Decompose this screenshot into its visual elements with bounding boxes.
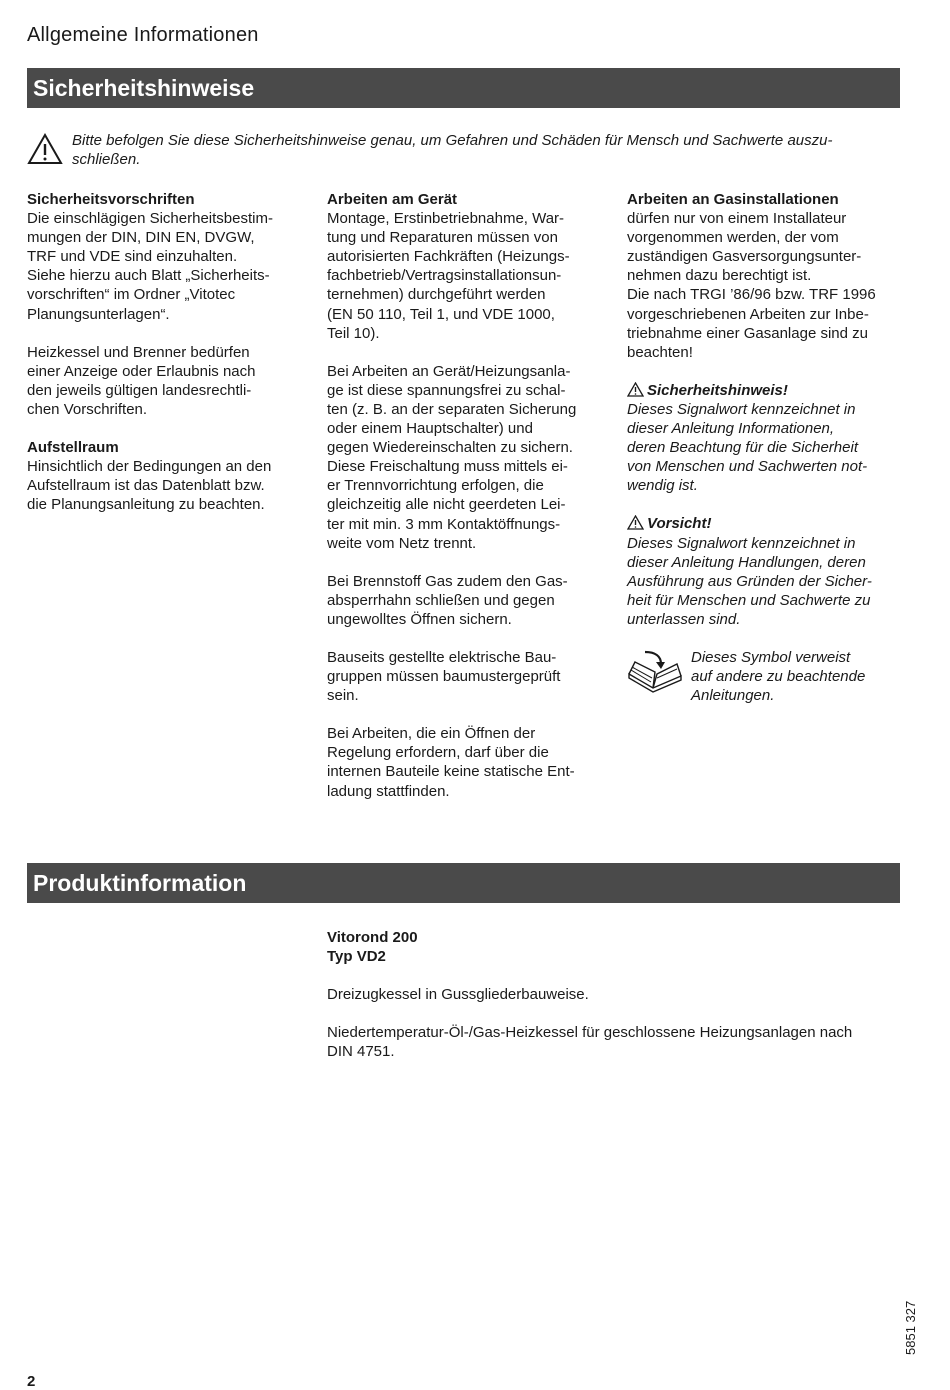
section-heading-safety: Sicherheitshinweise bbox=[27, 68, 900, 108]
signal-word-caution: Vorsicht! Dieses Signalwort kennzeichnet in dieser Anleitung Handlungen, deren Ausführung aus Gründen der Sicher- heit für Menschen und Sachwerte zu unterlassen sind. bbox=[627, 515, 872, 628]
paragraph: Hinsichtlich der Bedingungen an den Aufstellraum ist das Datenblatt bzw. die Planungsanleitung zu beachten. bbox=[27, 458, 272, 514]
heading-gas-installations: Arbeiten an Gasinstallationen bbox=[627, 191, 839, 208]
column-3 bbox=[627, 190, 902, 708]
warning-triangle-icon bbox=[27, 133, 63, 165]
signal-word-safety-note: Sicherheitshinweis! Dieses Signalwort kennzeichnet in dieser Anleitung Informationen, deren Beachtung für die Sicherheit von Menschen und Sachwerten not- wendig ist. bbox=[627, 381, 868, 495]
document-number: 5851 327 bbox=[903, 1300, 918, 1355]
paragraph: dürfen nur von einem Installateur vorgenommen werden, der vom zuständigen Gasversorgungsunter- nehmen dazu berechtigt ist. Die nach TRGI ’86/96 bzw. TRF 1996 vorgeschriebenen Arbeiten zur Inbe- triebnahme einer Gasanlage sind zu beachten! bbox=[627, 210, 876, 361]
heading-installation-room: Aufstellraum bbox=[27, 439, 119, 457]
column-2 bbox=[327, 190, 602, 820]
warning-triangle-icon bbox=[627, 515, 644, 530]
paragraph: Montage, Erstinbetriebnahme, War- tung und Reparaturen müssen von autorisierten Fachkräften (Heizungs- fachbetrieb/Vertragsinstallationsun- ternehmen) durchgeführt werden (EN 50 110, Teil 1, und VDE 1000, Teil 10). bbox=[327, 210, 570, 342]
paragraph: Bei Brennstoff Gas zudem den Gas- absperrhahn schließen und gegen ungewolltes Öffnen sichern. bbox=[327, 572, 568, 628]
heading-safety-regulations: Sicherheitsvorschriften bbox=[27, 191, 195, 208]
heading-work-on-device: Arbeiten am Gerät bbox=[327, 191, 458, 208]
column-1 bbox=[27, 190, 302, 533]
page-number: 2 bbox=[27, 1373, 36, 1390]
book-reference-icon bbox=[627, 648, 683, 696]
product-info bbox=[327, 928, 907, 1080]
paragraph: Bei Arbeiten an Gerät/Heizungsanla- ge ist diese spannungsfrei zu schal- ten (z. B. an der separaten Sicherung oder einem Hauptschalter) und gegen Wiedereinschalten zu sichern. Diese Freischaltung muss mittels ei- er Trennvorrichtung erfolgen, die gleichzeitig alle nicht geerdeten Lei- ter mit min. 3 mm Kontaktöffnungs- weite vom Netz trennt. bbox=[327, 362, 577, 552]
page-header-title: Allgemeine Informationen bbox=[27, 24, 259, 46]
product-type: Typ VD2 bbox=[327, 948, 386, 966]
book-reference-text: Dieses Symbol verweist auf andere zu beachtende Anleitungen. bbox=[691, 648, 866, 705]
paragraph: Niedertemperatur-Öl-/Gas-Heizkessel für geschlossene Heizungsanlagen nach DIN 4751. bbox=[327, 1024, 853, 1061]
paragraph: Heizkessel und Brenner bedürfen einer Anzeige oder Erlaubnis nach den jeweils gültigen landesrechtli- chen Vorschriften. bbox=[27, 343, 256, 418]
paragraph: Die einschlägigen Sicherheitsbestim- mungen der DIN, DIN EN, DVGW, TRF und VDE sind einzuhalten. Siehe hierzu auch Blatt „Sicherheits- vorschriften“ im Ordner „Vitotec Planungsunterlagen“. bbox=[27, 210, 273, 323]
safety-intro-text: Bitte befolgen Sie diese Sicherheitshinweise genau, um Gefahren und Schäden für Mensch und Sachwerte auszu- schließen. bbox=[72, 132, 833, 168]
section-heading-product: Produktinformation bbox=[27, 863, 900, 903]
paragraph: Dreizugkessel in Gussgliederbauweise. bbox=[327, 986, 589, 1004]
product-name: Vitorond 200 bbox=[327, 929, 418, 946]
warning-triangle-icon bbox=[627, 382, 644, 397]
book-reference-note bbox=[627, 648, 902, 708]
paragraph: Bei Arbeiten, die ein Öffnen der Regelung erfordern, darf über die internen Bauteile keine statische Ent- ladung stattfinden. bbox=[327, 725, 575, 800]
paragraph: Bauseits gestellte elektrische Bau- gruppen müssen baumustergeprüft sein. bbox=[327, 648, 561, 705]
